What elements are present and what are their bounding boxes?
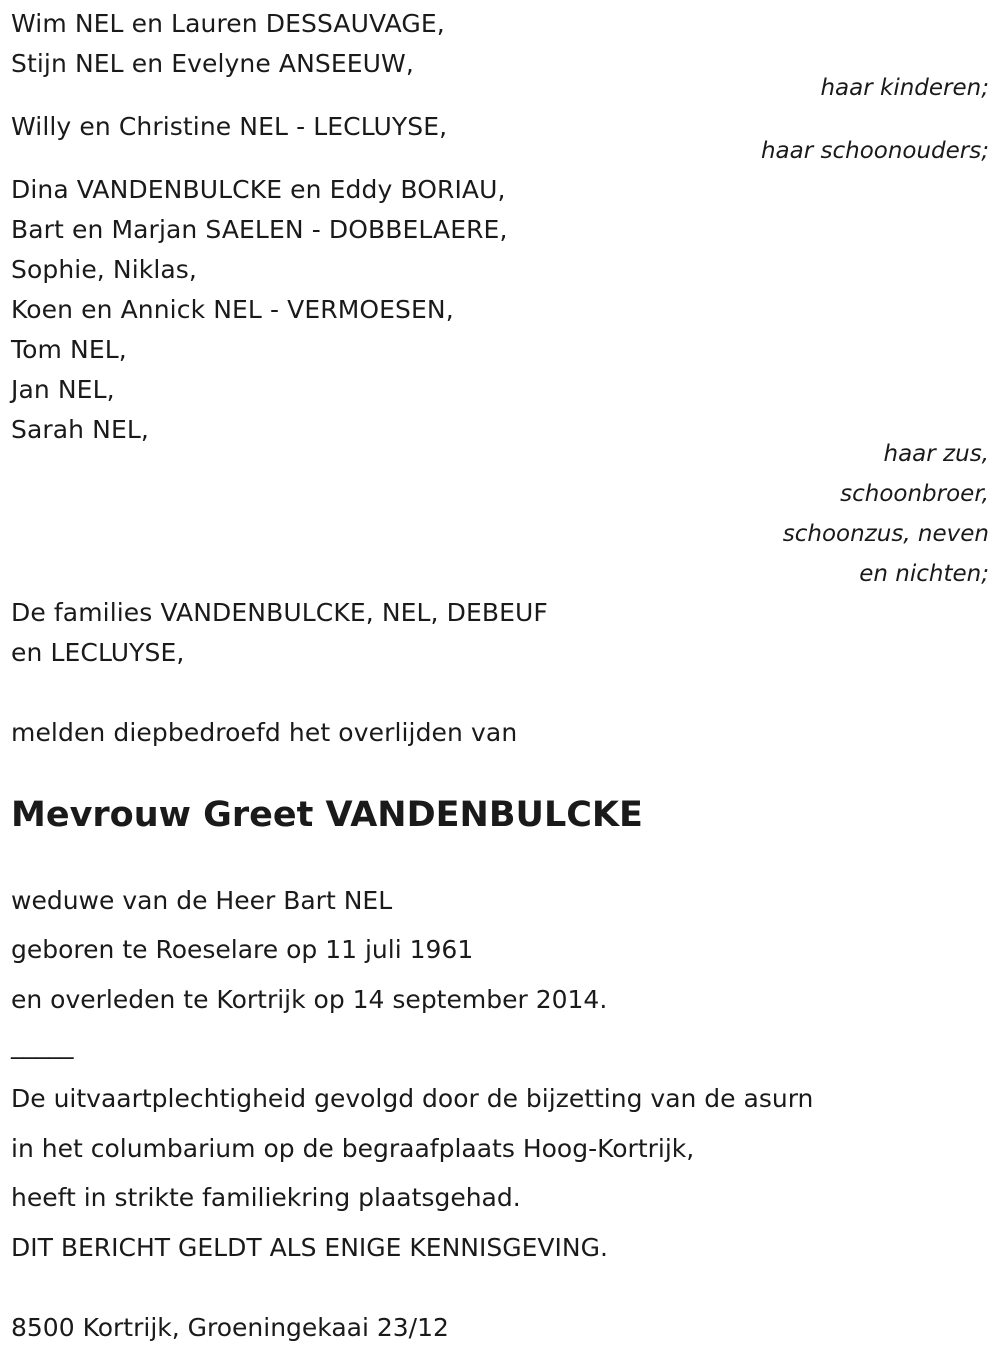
separator: _____	[11, 1030, 74, 1059]
relative-line-3: Sophie, Niklas,	[11, 255, 197, 284]
relative-line-6: Jan NEL,	[11, 375, 115, 404]
address: 8500 Kortrijk, Groeningekaai 23/12	[11, 1313, 449, 1342]
child-line-2: Stijn NEL en Evelyne ANSEEUW,	[11, 49, 414, 78]
relative-line-1: Dina VANDENBULCKE en Eddy BORIAU,	[11, 175, 506, 204]
in-laws-line: Willy en Christine NEL - LECLUYSE,	[11, 112, 448, 141]
detail-line-2: geboren te Roeselare op 11 juli 1961	[11, 935, 474, 964]
relatives-role-4: en nichten;	[859, 561, 989, 587]
families-line-1: De families VANDENBULCKE, NEL, DEBEUF	[11, 598, 548, 627]
ceremony-line-4: DIT BERICHT GELDT ALS ENIGE KENNISGEVING.	[11, 1233, 608, 1262]
families-line-2: en LECLUYSE,	[11, 638, 185, 667]
relative-line-4: Koen en Annick NEL - VERMOESEN,	[11, 295, 454, 324]
detail-line-3: en overleden te Kortrijk op 14 september 2014.	[11, 985, 608, 1014]
relative-line-5: Tom NEL,	[11, 335, 127, 364]
deceased-name: Mevrouw Greet VANDENBULCKE	[11, 795, 643, 835]
ceremony-line-1: De uitvaartplechtigheid gevolgd door de bijzetting van de asurn	[11, 1084, 814, 1113]
announcement: melden diepbedroefd het overlijden van	[11, 718, 518, 747]
relatives-role-2: schoonbroer,	[840, 481, 989, 507]
ceremony-line-2: in het columbarium op de begraafplaats Hoog-Kortrijk,	[11, 1134, 695, 1163]
in-laws-role: haar schoonouders;	[760, 138, 989, 164]
relatives-role-3: schoonzus, neven	[782, 521, 989, 547]
relative-line-2: Bart en Marjan SAELEN - DOBBELAERE,	[11, 215, 508, 244]
detail-line-1: weduwe van de Heer Bart NEL	[11, 886, 393, 915]
children-role: haar kinderen;	[820, 75, 989, 101]
child-line-1: Wim NEL en Lauren DESSAUVAGE,	[11, 9, 445, 38]
relatives-role-1: haar zus,	[883, 441, 989, 467]
ceremony-line-3: heeft in strikte familiekring plaatsgehad.	[11, 1183, 521, 1212]
relative-line-7: Sarah NEL,	[11, 415, 149, 444]
